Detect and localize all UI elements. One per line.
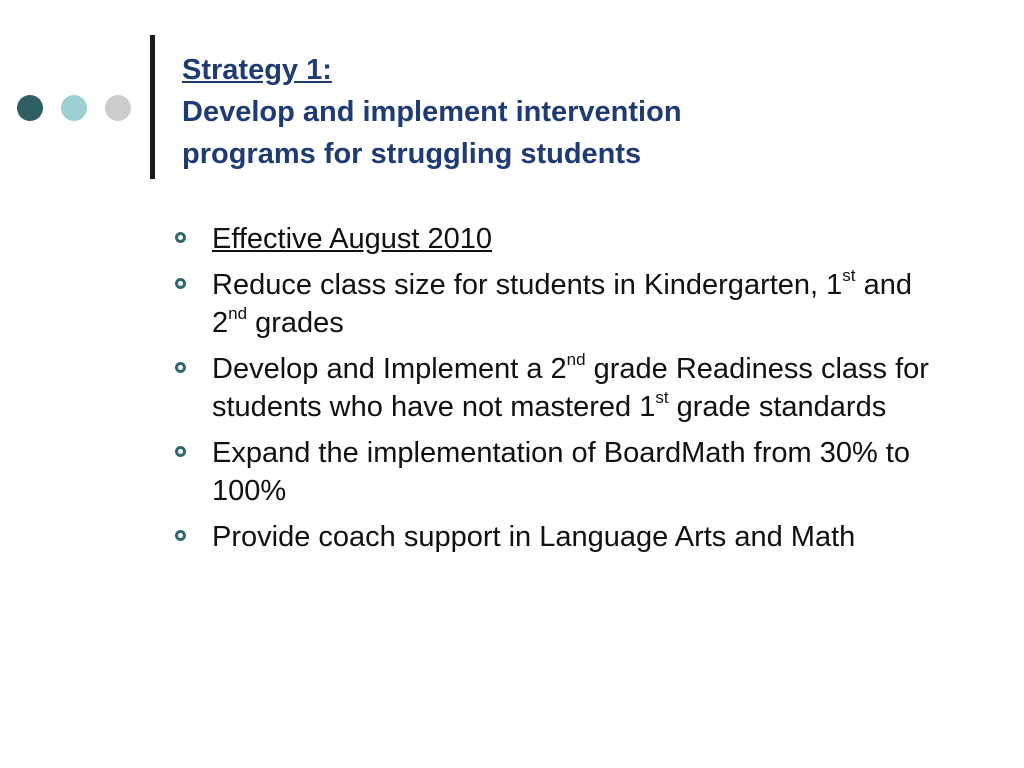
title-line-2: Develop and implement intervention (182, 96, 682, 128)
ordinal-suffix: st (655, 388, 669, 407)
bullet-item (172, 266, 952, 342)
bullet-item (172, 434, 952, 510)
bullet-ring-icon (175, 278, 186, 289)
bullet-item (172, 518, 952, 556)
bullet-text-part: and 2 (212, 269, 912, 339)
title-line-3: programs for struggling students (182, 138, 642, 170)
bullet-ring-icon (175, 530, 186, 541)
bullet-item (172, 220, 952, 258)
bullet-text-part: grades (247, 307, 344, 339)
bullet-text-part: Develop and Implement a 2 (212, 353, 567, 385)
title-line-1: Strategy 1: (182, 54, 332, 86)
bullet-text: Provide coach support in Language Arts and Math (212, 521, 856, 553)
bullet-list (172, 220, 952, 564)
decor-dot-light (105, 95, 131, 121)
bullet-ring-icon (175, 446, 186, 457)
bullet-ring-icon (175, 362, 186, 373)
bullet-item (172, 350, 952, 426)
bullet-text-part: Reduce class size for students in Kindergarten, 1 (212, 269, 843, 301)
decor-dot-mid (61, 95, 87, 121)
bullet-text: Expand the implementation of BoardMath from 30% to 100% (212, 437, 910, 507)
bullet-text-part: grade Readiness class for students who have not mastered 1 (212, 353, 929, 423)
bullet-ring-icon (175, 232, 186, 243)
slide-title (182, 49, 962, 175)
bullet-text-part: grade standards (668, 391, 887, 423)
bullet-text: Effective August 2010 (212, 223, 493, 255)
ordinal-suffix: nd (566, 350, 586, 369)
title-divider (150, 35, 155, 179)
ordinal-suffix: nd (228, 304, 248, 323)
decor-dot-dark (17, 95, 43, 121)
ordinal-suffix: st (842, 266, 856, 285)
